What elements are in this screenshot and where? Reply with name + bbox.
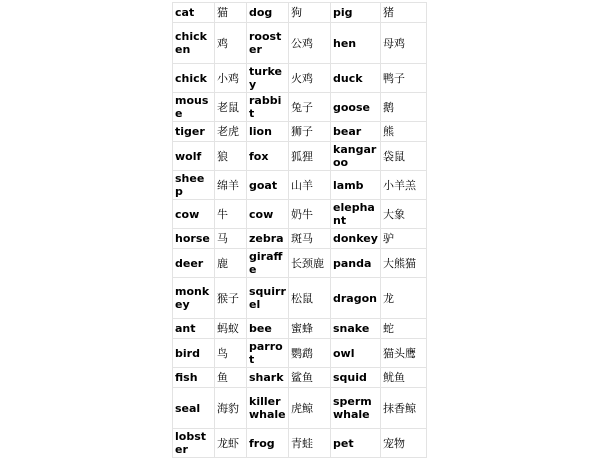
chinese-word-cell: 绵羊 — [215, 171, 247, 200]
chinese-word-cell: 宠物 — [381, 429, 427, 458]
english-word-cell: shark — [247, 368, 289, 388]
english-word-cell: bee — [247, 319, 289, 339]
table-row — [173, 200, 427, 229]
english-word-cell: dog — [247, 3, 289, 23]
chinese-word-cell: 猫头鹰 — [381, 339, 427, 368]
english-word-cell: hen — [331, 23, 381, 64]
chinese-word-cell: 鸡 — [215, 23, 247, 64]
chinese-word-cell: 鹿 — [215, 249, 247, 278]
english-word-cell: chicken — [173, 23, 215, 64]
english-word-cell: goose — [331, 93, 381, 122]
english-word-cell: kangaroo — [331, 142, 381, 171]
chinese-word-cell: 老虎 — [215, 122, 247, 142]
english-word-cell: cow — [173, 200, 215, 229]
english-word-cell: rooster — [247, 23, 289, 64]
english-word-cell: giraffe — [247, 249, 289, 278]
english-word-cell: mouse — [173, 93, 215, 122]
english-word-cell: lobster — [173, 429, 215, 458]
english-word-cell: lion — [247, 122, 289, 142]
english-word-cell: elephant — [331, 200, 381, 229]
chinese-word-cell: 驴 — [381, 229, 427, 249]
chinese-word-cell: 松鼠 — [289, 278, 331, 319]
table-row — [173, 278, 427, 319]
chinese-word-cell: 猪 — [381, 3, 427, 23]
chinese-word-cell: 猫 — [215, 3, 247, 23]
english-word-cell: sheep — [173, 171, 215, 200]
table-row — [173, 3, 427, 23]
chinese-word-cell: 鱿鱼 — [381, 368, 427, 388]
chinese-word-cell: 大熊猫 — [381, 249, 427, 278]
english-word-cell: pet — [331, 429, 381, 458]
table-row — [173, 429, 427, 458]
table-row — [173, 249, 427, 278]
english-word-cell: lamb — [331, 171, 381, 200]
chinese-word-cell: 长颈鹿 — [289, 249, 331, 278]
chinese-word-cell: 狮子 — [289, 122, 331, 142]
table-row — [173, 319, 427, 339]
chinese-word-cell: 山羊 — [289, 171, 331, 200]
english-word-cell: sperm whale — [331, 388, 381, 429]
chinese-word-cell: 兔子 — [289, 93, 331, 122]
chinese-word-cell: 鹦鹉 — [289, 339, 331, 368]
english-word-cell: seal — [173, 388, 215, 429]
english-word-cell: fish — [173, 368, 215, 388]
table-row — [173, 339, 427, 368]
chinese-word-cell: 马 — [215, 229, 247, 249]
chinese-word-cell: 蛇 — [381, 319, 427, 339]
chinese-word-cell: 虎鲸 — [289, 388, 331, 429]
table-row — [173, 93, 427, 122]
english-word-cell: turkey — [247, 64, 289, 93]
chinese-word-cell: 公鸡 — [289, 23, 331, 64]
english-word-cell: dragon — [331, 278, 381, 319]
english-word-cell: monkey — [173, 278, 215, 319]
chinese-word-cell: 龙虾 — [215, 429, 247, 458]
chinese-word-cell: 狗 — [289, 3, 331, 23]
chinese-word-cell: 母鸡 — [381, 23, 427, 64]
english-word-cell: bird — [173, 339, 215, 368]
table-row — [173, 229, 427, 249]
chinese-word-cell: 大象 — [381, 200, 427, 229]
english-word-cell: cat — [173, 3, 215, 23]
chinese-word-cell: 奶牛 — [289, 200, 331, 229]
english-word-cell: bear — [331, 122, 381, 142]
chinese-word-cell: 鱼 — [215, 368, 247, 388]
chinese-word-cell: 海豹 — [215, 388, 247, 429]
chinese-word-cell: 狐狸 — [289, 142, 331, 171]
english-word-cell: zebra — [247, 229, 289, 249]
chinese-word-cell: 小鸡 — [215, 64, 247, 93]
english-word-cell: chick — [173, 64, 215, 93]
chinese-word-cell: 龙 — [381, 278, 427, 319]
chinese-word-cell: 鸭子 — [381, 64, 427, 93]
chinese-word-cell: 狼 — [215, 142, 247, 171]
english-word-cell: parrot — [247, 339, 289, 368]
chinese-word-cell: 青蛙 — [289, 429, 331, 458]
chinese-word-cell: 鸟 — [215, 339, 247, 368]
table-row — [173, 388, 427, 429]
chinese-word-cell: 蚂蚁 — [215, 319, 247, 339]
english-word-cell: fox — [247, 142, 289, 171]
english-word-cell: goat — [247, 171, 289, 200]
english-word-cell: donkey — [331, 229, 381, 249]
english-word-cell: duck — [331, 64, 381, 93]
chinese-word-cell: 熊 — [381, 122, 427, 142]
english-word-cell: cow — [247, 200, 289, 229]
vocabulary-rows — [173, 3, 427, 458]
english-word-cell: squirrel — [247, 278, 289, 319]
chinese-word-cell: 抹香鲸 — [381, 388, 427, 429]
chinese-word-cell: 火鸡 — [289, 64, 331, 93]
chinese-word-cell: 蜜蜂 — [289, 319, 331, 339]
english-word-cell: pig — [331, 3, 381, 23]
chinese-word-cell: 小羊羔 — [381, 171, 427, 200]
table-row — [173, 122, 427, 142]
english-word-cell: killer whale — [247, 388, 289, 429]
chinese-word-cell: 斑马 — [289, 229, 331, 249]
table-row — [173, 368, 427, 388]
english-word-cell: horse — [173, 229, 215, 249]
chinese-word-cell: 袋鼠 — [381, 142, 427, 171]
table-row — [173, 64, 427, 93]
animal-vocabulary-table — [172, 2, 427, 458]
chinese-word-cell: 鹅 — [381, 93, 427, 122]
english-word-cell: tiger — [173, 122, 215, 142]
english-word-cell: deer — [173, 249, 215, 278]
table-row — [173, 23, 427, 64]
english-word-cell: snake — [331, 319, 381, 339]
english-word-cell: owl — [331, 339, 381, 368]
chinese-word-cell: 老鼠 — [215, 93, 247, 122]
english-word-cell: squid — [331, 368, 381, 388]
english-word-cell: rabbit — [247, 93, 289, 122]
chinese-word-cell: 猴子 — [215, 278, 247, 319]
chinese-word-cell: 鲨鱼 — [289, 368, 331, 388]
table-row — [173, 142, 427, 171]
chinese-word-cell: 牛 — [215, 200, 247, 229]
english-word-cell: frog — [247, 429, 289, 458]
english-word-cell: wolf — [173, 142, 215, 171]
table-row — [173, 171, 427, 200]
english-word-cell: panda — [331, 249, 381, 278]
english-word-cell: ant — [173, 319, 215, 339]
